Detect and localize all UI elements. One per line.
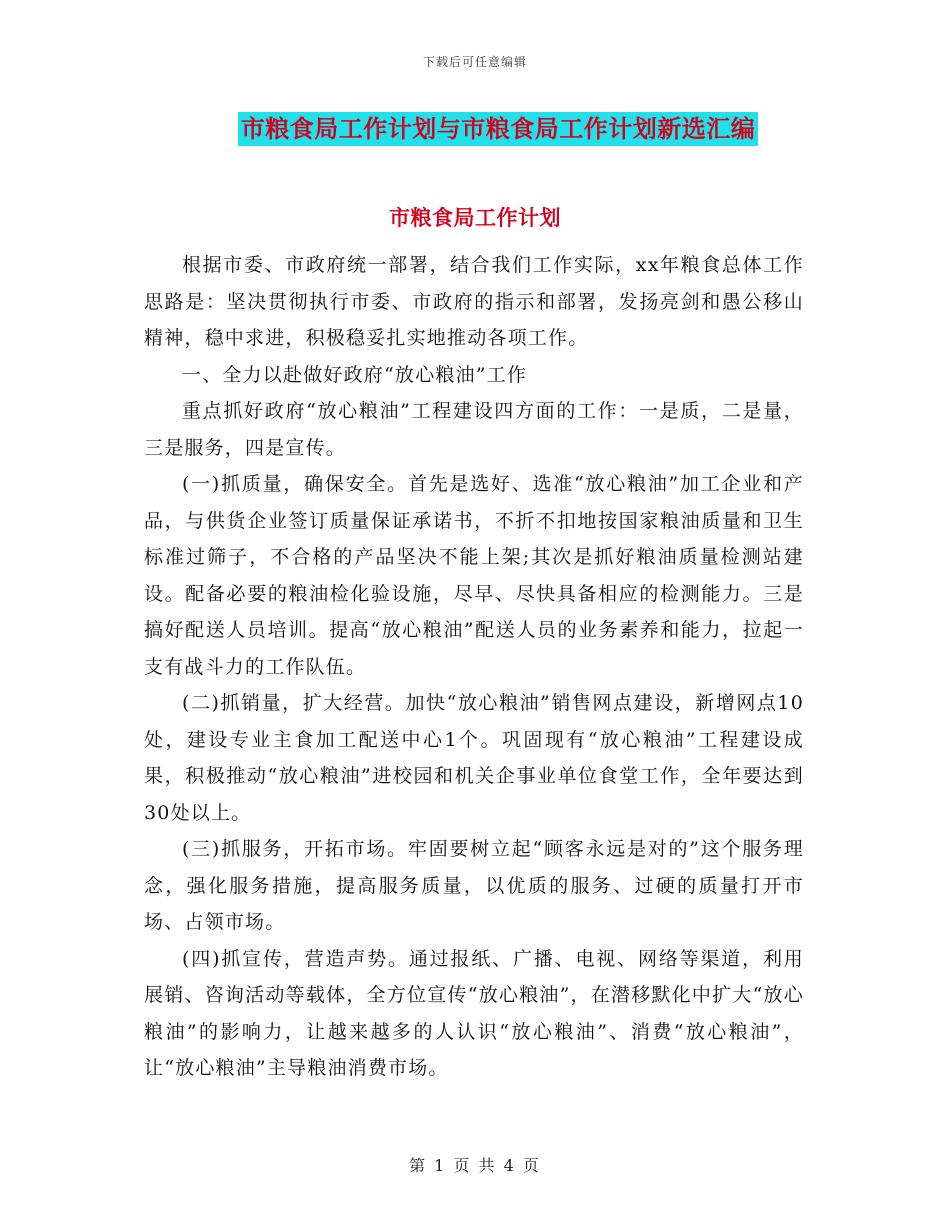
document-title-container	[0, 112, 950, 146]
header-note: 下载后可任意编辑	[422, 55, 527, 69]
paragraph: 根据市委、市政府统一部署，结合我们工作实际，xx年粮食总体工作思路是：坚决贯彻执行市委、市政府的指示和部署，发扬亮剑和愚公移山精神，稳中求进，积极稳妥扎实地推动各项工作。	[144, 254, 804, 349]
paragraph: (二)抓销量，扩大经营。加快“放心粮油”销售网点建设，新增网点10处，建设专业主食加工配送中心1个。巩固现有“放心粮油”工程建设成果，积极推动“放心粮油”进校园和机关企事业单位食堂工作，全年要达到30处以上。	[144, 692, 804, 824]
document-body	[144, 247, 804, 1087]
paragraph: (三)抓服务，开拓市场。牢固要树立起“顾客永远是对的”这个服务理念，强化服务措施，提高服务质量，以优质的服务、过硬的质量打开市场、占领市场。	[144, 838, 804, 933]
paragraph: (一)抓质量，确保安全。首先是选好、选准“放心粮油”加工企业和产品，与供货企业签订质量保证承诺书，不折不扣地按国家粮油质量和卫生标准过筛子，不合格的产品坚决不能上架;其次是抓好粮油质量检测站建设。配备必要的粮油检化验设施，尽早、尽快具备相应的检测能力。三是搞好配送人员培训。提高“放心粮油”配送人员的业务素养和能力，拉起一支有战斗力的工作队伍。	[144, 473, 804, 678]
section-title: 市粮食局工作计划	[389, 205, 561, 230]
paragraph: (四)抓宣传，营造声势。通过报纸、广播、电视、网络等渠道，利用展销、咨询活动等载体，全方位宣传“放心粮油”，在潜移默化中扩大“放心粮油”的影响力，让越来越多的人认识“放心粮油”、消费“放心粮油”，让“放心粮油”主导粮油消费市场。	[144, 947, 804, 1079]
page-number: 第 1 页 共 4 页	[409, 1156, 541, 1175]
paragraph-heading: 一、全力以赴做好政府“放心粮油”工作	[182, 363, 528, 386]
document-title: 市粮食局工作计划与市粮食局工作计划新选汇编	[238, 112, 759, 146]
paragraph: 重点抓好政府“放心粮油”工程建设四方面的工作：一是质，二是量，三是服务，四是宣传。	[144, 400, 804, 459]
